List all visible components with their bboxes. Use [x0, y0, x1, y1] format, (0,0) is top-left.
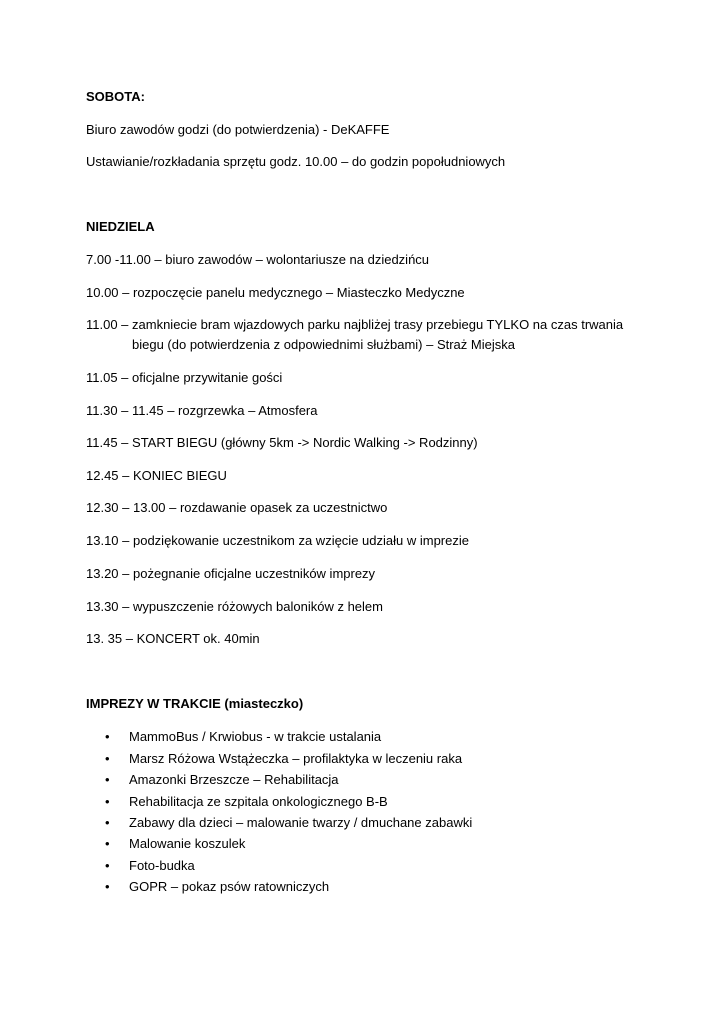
bullet-icon: •: [105, 772, 110, 787]
list-item-text: Marsz Różowa Wstążeczka – profilaktyka w leczeniu raka: [129, 751, 463, 766]
list-item: [105, 878, 329, 895]
list-item-text: Rehabilitacja ze szpitala onkologicznego B-B: [129, 794, 388, 809]
bullet-icon: •: [105, 836, 110, 851]
schedule-item: 11.05 – oficjalne przywitanie gości: [86, 370, 283, 385]
list-item-text: Malowanie koszulek: [129, 836, 246, 851]
list-item: [105, 835, 245, 852]
list-item-text: Amazonki Brzeszcze – Rehabilitacja: [129, 772, 339, 787]
list-item-text: Zabawy dla dzieci – malowanie twarzy / dmuchane zabawki: [129, 815, 473, 830]
saturday-heading: SOBOTA:: [86, 89, 145, 104]
schedule-item: 13. 35 – KONCERT ok. 40min: [86, 631, 260, 646]
list-item: [105, 857, 195, 874]
schedule-item-continuation: biegu (do potwierdzenia z odpowiednimi służbami) – Straż Miejska: [132, 337, 515, 352]
events-heading: IMPREZY W TRAKCIE (miasteczko): [86, 696, 304, 711]
schedule-item: 12.30 – 13.00 – rozdawanie opasek za uczestnictwo: [86, 500, 388, 515]
schedule-item: 12.45 – KONIEC BIEGU: [86, 468, 227, 483]
list-item-text: Foto-budka: [129, 858, 195, 873]
list-item: [105, 793, 388, 810]
bullet-icon: •: [105, 794, 110, 809]
bullet-icon: •: [105, 815, 110, 830]
list-item: [105, 728, 381, 745]
schedule-item: 10.00 – rozpoczęcie panelu medycznego – Miasteczko Medyczne: [86, 285, 465, 300]
list-item: [105, 750, 462, 767]
schedule-item: 13.10 – podziękowanie uczestnikom za wzięcie udziału w imprezie: [86, 533, 469, 548]
bullet-icon: •: [105, 858, 110, 873]
bullet-icon: •: [105, 879, 110, 894]
schedule-item: 11.30 – 11.45 – rozgrzewka – Atmosfera: [86, 403, 318, 418]
saturday-line: Biuro zawodów godzi (do potwierdzenia) - DeKAFFE: [86, 122, 390, 137]
schedule-item: 13.30 – wypuszczenie różowych baloników z helem: [86, 599, 383, 614]
list-item: [105, 771, 339, 788]
bullet-icon: •: [105, 729, 110, 744]
sunday-heading: NIEDZIELA: [86, 219, 155, 234]
schedule-item: 11.00 – zamkniecie bram wjazdowych parku najbliżej trasy przebiegu TYLKO na czas trwania: [86, 317, 624, 332]
list-item: [105, 814, 472, 831]
list-item-text: GOPR – pokaz psów ratowniczych: [129, 879, 330, 894]
schedule-item: 7.00 -11.00 – biuro zawodów – wolontariusze na dziedzińcu: [86, 252, 430, 267]
schedule-item: 13.20 – pożegnanie oficjalne uczestników imprezy: [86, 566, 376, 581]
bullet-icon: •: [105, 751, 110, 766]
saturday-line: Ustawianie/rozkładania sprzętu godz. 10.00 – do godzin popołudniowych: [86, 154, 506, 169]
schedule-item: 11.45 – START BIEGU (główny 5km -> Nordic Walking -> Rodzinny): [86, 435, 478, 450]
list-item-text: MammoBus / Krwiobus - w trakcie ustalania: [129, 729, 382, 744]
